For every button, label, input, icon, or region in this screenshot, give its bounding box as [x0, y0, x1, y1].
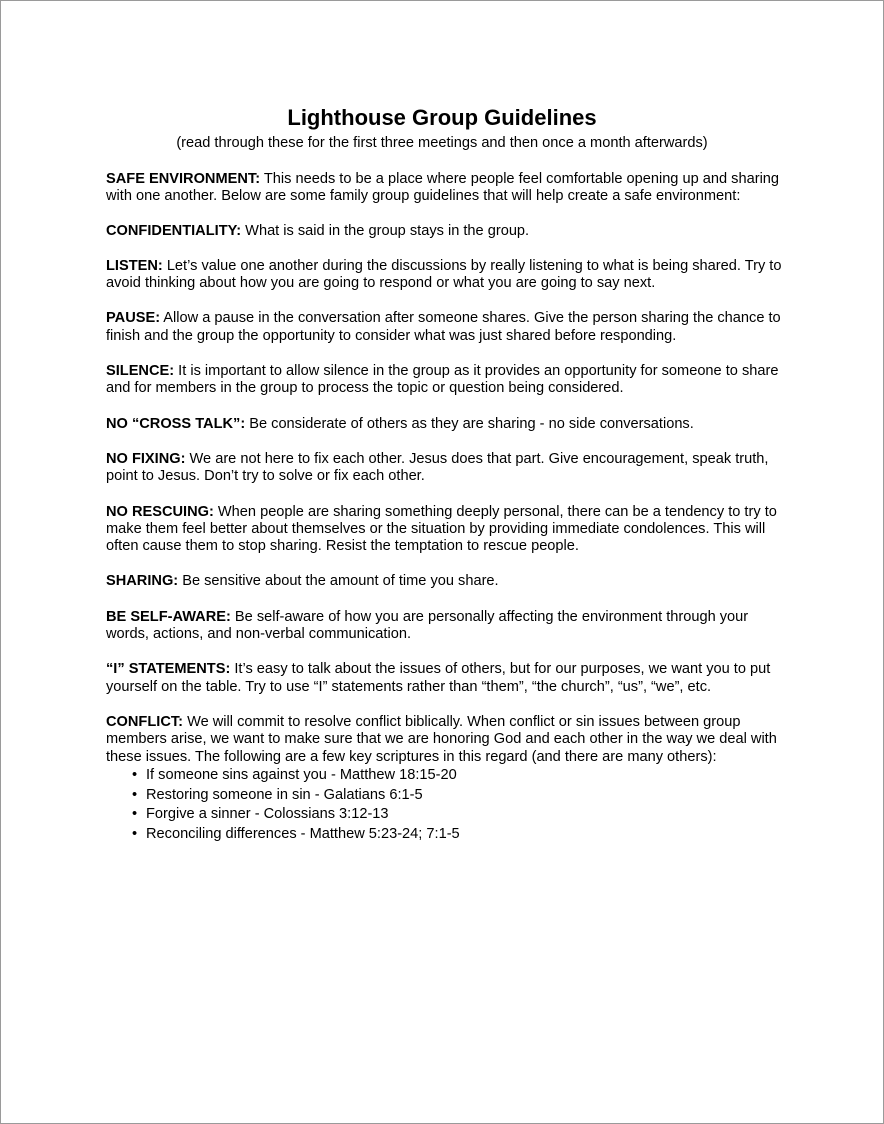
section-heading: SILENCE: [106, 363, 175, 380]
section-heading: CONFIDENTIALITY: [106, 222, 242, 239]
section-text: Be sensitive about the amount of time you share. [178, 573, 499, 590]
list-item: • Reconciling differences - Matthew 5:23-24; 7:1-5 [132, 825, 786, 845]
section-heading: NO RESCUING: [106, 503, 214, 520]
section-text: Let’s value one another during the discussions by really listening to what is being shared. Try to avoid thinking about how you are going to respond or what you are going to say next. [106, 257, 782, 292]
page-title: Lighthouse Group Guidelines [287, 105, 597, 130]
section-heading: NO FIXING: [106, 450, 186, 467]
section-pause [106, 310, 786, 345]
list-item: • Forgive a sinner - Colossians 3:12-13 [132, 805, 786, 825]
page-subtitle: (read through these for the first three meetings and then once a month afterwards) [176, 135, 708, 151]
section-text: Be considerate of others as they are sharing - no side conversations. [245, 415, 694, 432]
list-item: • Restoring someone in sin - Galatians 6:1-5 [132, 786, 786, 806]
section-text: What is said in the group stays in the group. [241, 222, 530, 239]
list-item: • If someone sins against you - Matthew 18:15-20 [132, 766, 786, 786]
section-text: It is important to allow silence in the group as it provides an opportunity for someone to share and for members in the group to process the topic or question being considered. [106, 363, 779, 397]
section-heading: “I” STATEMENTS: [106, 661, 231, 678]
section-be-self-aware [106, 609, 786, 644]
section-i-statements [106, 661, 786, 696]
section-text: It’s easy to talk about the issues of others, but for our purposes, we want you to put yourself on the table. Try to use “I” statements rather than “them”, “the church”, “us”, “we”, etc. [106, 661, 771, 695]
section-text: This needs to be a place where people feel comfortable opening up and sharing with one another. Below are some family group guidelines that will help create a safe environment: [106, 171, 780, 205]
section-no-fixing [106, 451, 786, 486]
scripture-list [106, 766, 786, 845]
section-no-cross-talk [106, 416, 786, 433]
section-text: Be self-aware of how you are personally affecting the environment through your words, actions, and non-verbal communication. [106, 608, 749, 643]
section-text: Allow a pause in the conversation after someone shares. Give the person sharing the chance to finish and the group the opportunity to consider what was just shared before responding. [106, 310, 781, 344]
section-listen [106, 258, 786, 293]
section-safe-environment [106, 171, 786, 206]
section-heading: NO “CROSS TALK”: [106, 415, 246, 432]
section-confidentiality [106, 223, 786, 240]
section-heading: BE SELF-AWARE: [106, 608, 231, 625]
section-no-rescuing [106, 504, 786, 556]
section-text: We are not here to fix each other. Jesus does that part. Give encouragement, speak truth, point to Jesus. Don’t try to solve or fix each other. [106, 450, 769, 485]
section-heading: CONFLICT: [106, 713, 184, 730]
section-heading: SHARING: [106, 573, 179, 590]
section-silence [106, 363, 786, 398]
section-conflict [106, 714, 786, 766]
section-heading: LISTEN: [106, 257, 163, 274]
section-text: When people are sharing something deeply personal, there can be a tendency to try to make them feel better about themselves or the situation by providing immediate condolences. This will often cause them to stop sharing. Resist the temptation to rescue people. [106, 503, 777, 555]
document-content [106, 104, 786, 845]
section-heading: SAFE ENVIRONMENT: [106, 171, 261, 187]
section-sharing [106, 573, 786, 590]
section-heading: PAUSE: [106, 310, 161, 327]
section-text: We will commit to resolve conflict biblically. When conflict or sin issues between group members arise, we want to make sure that we are honoring God and each other in the way we deal with these issues. The following are a few key scriptures in this regard (and there are many others): [106, 713, 777, 765]
